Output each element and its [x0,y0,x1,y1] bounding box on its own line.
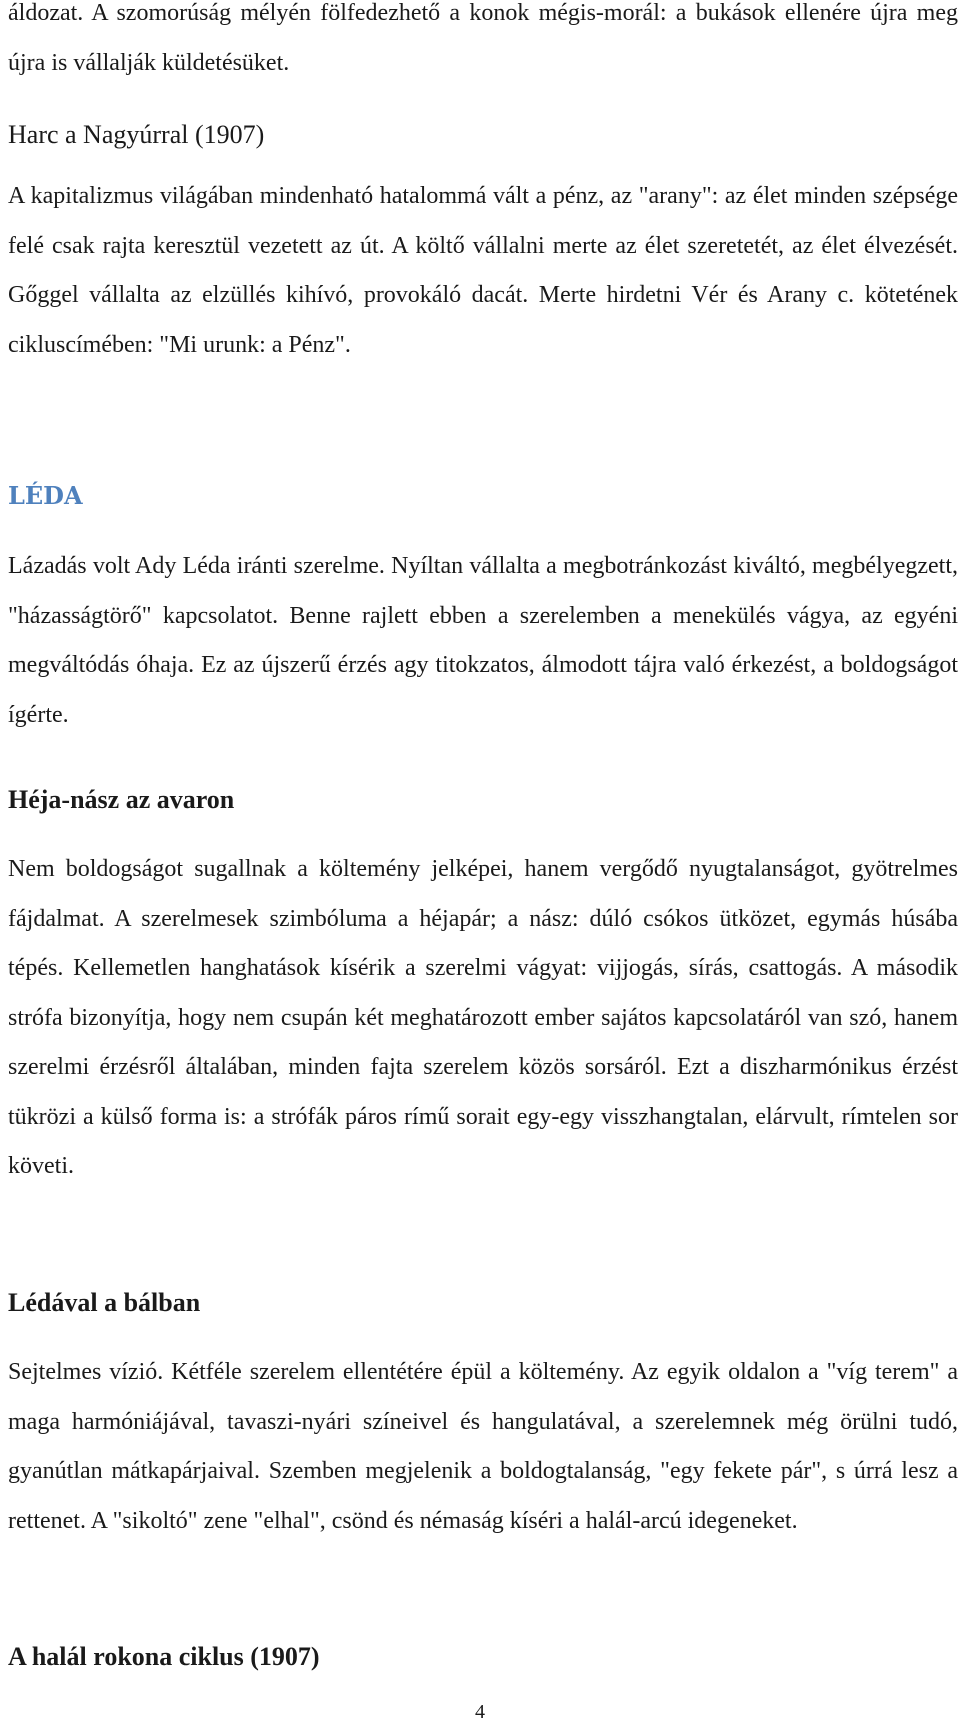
heading-halal-rokona: A halál rokona ciklus (1907) [8,1642,320,1671]
heading-ledaval-a-balban: Lédával a bálban [8,1288,201,1317]
heading-leda: LÉDA [8,481,83,510]
paragraph-balban: Sejtelmes vízió. Kétféle szerelem ellentétére épül a költemény. Az egyik oldalon a "víg terem" a maga harmóniájával, tavaszi-nyári színeivel és hangulatával, a szerelemnek még örülni tudó, gyanútlan mátkapárjaival. Szemben megjelenik a boldogtalanság, "egy fekete pár", s úrrá lesz a rettenet. A "sikoltó" zene "elhal", csönd és némaság kíséri a halál-arcú idegeneket. [8,1359,958,1534]
heading-heja-nasz: Héja-nász az avaron [8,785,235,814]
heading-harc-a-nagyurral: Harc a Nagyúrral (1907) [8,120,265,149]
paragraph-harc: A kapitalizmus világában mindenható hatalommá vált a pénz, az "arany": az élet minden szépsége felé csak rajta keresztül vezetett az út. A költő vállalni merte az élet szeretetét, az élet élvezését. Gőggel vállalta az elzüllés kihívó, provokáló dacát. Merte hirdetni Vér és Arany c. kötetének cikluscímében: "Mi urunk: a Pénz". [8,183,958,358]
paragraph-intro: áldozat. A szomorúság mélyén fölfedezhető a konok mégis-morál: a bukások ellenére újra meg újra is vállalják küldetésüket. [8,0,958,76]
page-number: 4 [475,1701,485,1723]
paragraph-heja: Nem boldogságot sugallnak a költemény jelképei, hanem vergődő nyugtalanságot, gyötrelmes fájdalmat. A szerelmesek szimbóluma a héjapár; a nász: dúló csókos ütközet, egymás húsába tépés. Kellemetlen hanghatások kísérik a szerelmi vágyat: vijjogás, sírás, csattogás. A második strófa bizonyítja, hogy nem csupán két meghatározott ember sajátos kapcsolatáról van szó, hanem szerelmi érzésről általában, minden fajta szerelem közös sorsáról. Ezt a diszharmónikus érzést tükrözi a külső forma is: a strófák páros rímű sorait egy-egy visszhangtalan, elárvult, rímtelen sor követi. [8,856,958,1179]
paragraph-leda: Lázadás volt Ady Léda iránti szerelme. Nyíltan vállalta a megbotránkozást kiváltó, megbélyegzett, "házasságtörő" kapcsolatot. Benne rajlett ebben a szerelemben a menekülés vágya, az egyéni megváltódás óhaja. Ez az újszerű érzés agy titokzatos, álmodott tájra való érkezést, a boldogságot ígérte. [8,553,958,728]
